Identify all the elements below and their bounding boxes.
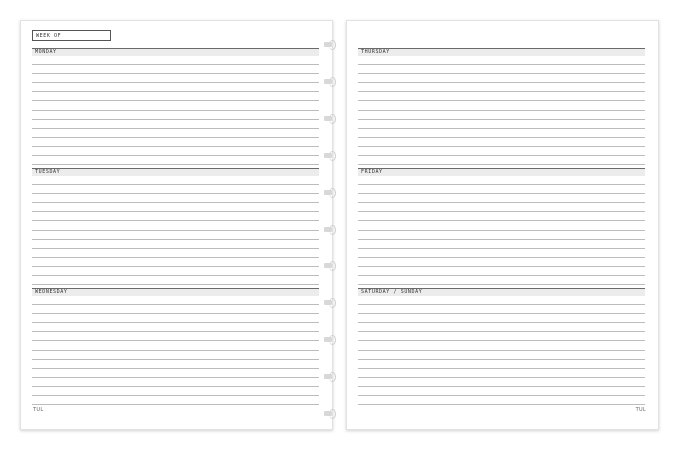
- ruled-line: [358, 275, 645, 276]
- ruled-line: [358, 377, 645, 378]
- ruled-line: [358, 350, 645, 351]
- disc-left-peg: [324, 300, 332, 305]
- week-of-label: WEEK OF: [36, 33, 62, 39]
- ruled-line: [32, 110, 319, 111]
- ruled-line: [32, 202, 319, 203]
- ruled-line: [358, 146, 645, 147]
- ruled-line: [32, 248, 319, 249]
- ruled-line: [358, 137, 645, 138]
- ruled-line: [32, 322, 319, 323]
- ruled-line: [358, 284, 645, 285]
- ruled-line: [32, 257, 319, 258]
- ruled-line: [358, 91, 645, 92]
- day-header: [32, 288, 319, 296]
- day-header: [358, 288, 645, 296]
- ruled-line: [32, 239, 319, 240]
- ruled-line: [32, 284, 319, 285]
- ruled-line: [358, 313, 645, 314]
- ruled-line: [358, 73, 645, 74]
- writing-lines[interactable]: [358, 304, 645, 405]
- ruled-line: [358, 368, 645, 369]
- disc-left-peg: [324, 337, 332, 342]
- day-section-saturday-sunday: [358, 288, 645, 405]
- day-label: THURSDAY: [361, 49, 390, 55]
- right-planner-page: [346, 20, 659, 430]
- ruled-line: [358, 239, 645, 240]
- ruled-line: [32, 350, 319, 351]
- day-label: SATURDAY / SUNDAY: [361, 289, 423, 295]
- ruled-line: [358, 211, 645, 212]
- ruled-line: [358, 248, 645, 249]
- ruled-line: [358, 100, 645, 101]
- day-label: FRIDAY: [361, 169, 383, 175]
- disc-left-peg: [324, 263, 332, 268]
- ruled-line: [358, 119, 645, 120]
- ruled-line: [32, 313, 319, 314]
- ruled-line: [358, 128, 645, 129]
- ruled-line: [32, 164, 319, 165]
- ruled-line: [32, 82, 319, 83]
- day-section-monday: [32, 48, 319, 165]
- ruled-line: [358, 164, 645, 165]
- ruled-line: [32, 146, 319, 147]
- ruled-line: [358, 331, 645, 332]
- ruled-line: [32, 331, 319, 332]
- writing-lines[interactable]: [32, 304, 319, 405]
- ruled-line: [358, 230, 645, 231]
- day-section-thursday: [358, 48, 645, 165]
- ruled-line: [358, 395, 645, 396]
- brand-logo: TUL: [635, 407, 646, 413]
- ruled-line: [32, 340, 319, 341]
- ruled-line: [32, 211, 319, 212]
- ruled-line: [358, 322, 645, 323]
- ruled-line: [32, 128, 319, 129]
- ruled-line: [32, 404, 319, 405]
- ruled-line: [32, 155, 319, 156]
- ruled-line: [358, 64, 645, 65]
- ruled-line: [32, 395, 319, 396]
- writing-lines[interactable]: [32, 64, 319, 165]
- writing-lines[interactable]: [358, 184, 645, 285]
- ruled-line: [32, 266, 319, 267]
- brand-logo: TUL: [33, 407, 44, 413]
- day-section-tuesday: [32, 168, 319, 285]
- day-section-friday: [358, 168, 645, 285]
- day-label: MONDAY: [35, 49, 57, 55]
- ruled-line: [32, 386, 319, 387]
- disc-left-peg: [324, 374, 332, 379]
- ruled-line: [358, 386, 645, 387]
- ruled-line: [358, 359, 645, 360]
- disc-left-peg: [324, 227, 332, 232]
- ruled-line: [32, 377, 319, 378]
- day-label: WEDNESDAY: [35, 289, 68, 295]
- ruled-line: [32, 91, 319, 92]
- ruled-line: [32, 368, 319, 369]
- writing-lines[interactable]: [32, 184, 319, 285]
- ruled-line: [358, 184, 645, 185]
- ruled-line: [32, 275, 319, 276]
- disc-left-peg: [324, 190, 332, 195]
- ruled-line: [32, 73, 319, 74]
- writing-lines[interactable]: [358, 64, 645, 165]
- day-section-wednesday: [32, 288, 319, 405]
- ruled-line: [358, 404, 645, 405]
- ruled-line: [32, 220, 319, 221]
- ruled-line: [358, 82, 645, 83]
- ruled-line: [32, 64, 319, 65]
- disc-left-peg: [324, 79, 332, 84]
- ruled-line: [32, 304, 319, 305]
- ruled-line: [358, 110, 645, 111]
- left-planner-page: [20, 20, 333, 430]
- day-header: [358, 48, 645, 56]
- disc-left-peg: [324, 116, 332, 121]
- ruled-line: [32, 193, 319, 194]
- ruled-line: [32, 359, 319, 360]
- week-of-field[interactable]: [32, 30, 111, 41]
- ruled-line: [32, 119, 319, 120]
- day-label: TUESDAY: [35, 169, 61, 175]
- day-header: [32, 48, 319, 56]
- disc-left-peg: [324, 42, 332, 47]
- ruled-line: [358, 304, 645, 305]
- ruled-line: [358, 202, 645, 203]
- day-header: [32, 168, 319, 176]
- ruled-line: [358, 266, 645, 267]
- ruled-line: [32, 100, 319, 101]
- ruled-line: [358, 220, 645, 221]
- ruled-line: [358, 257, 645, 258]
- ruled-line: [32, 230, 319, 231]
- ruled-line: [358, 155, 645, 156]
- day-header: [358, 168, 645, 176]
- ruled-line: [32, 184, 319, 185]
- disc-left-peg: [324, 411, 332, 416]
- disc-left-peg: [324, 153, 332, 158]
- ruled-line: [358, 193, 645, 194]
- ruled-line: [32, 137, 319, 138]
- ruled-line: [358, 340, 645, 341]
